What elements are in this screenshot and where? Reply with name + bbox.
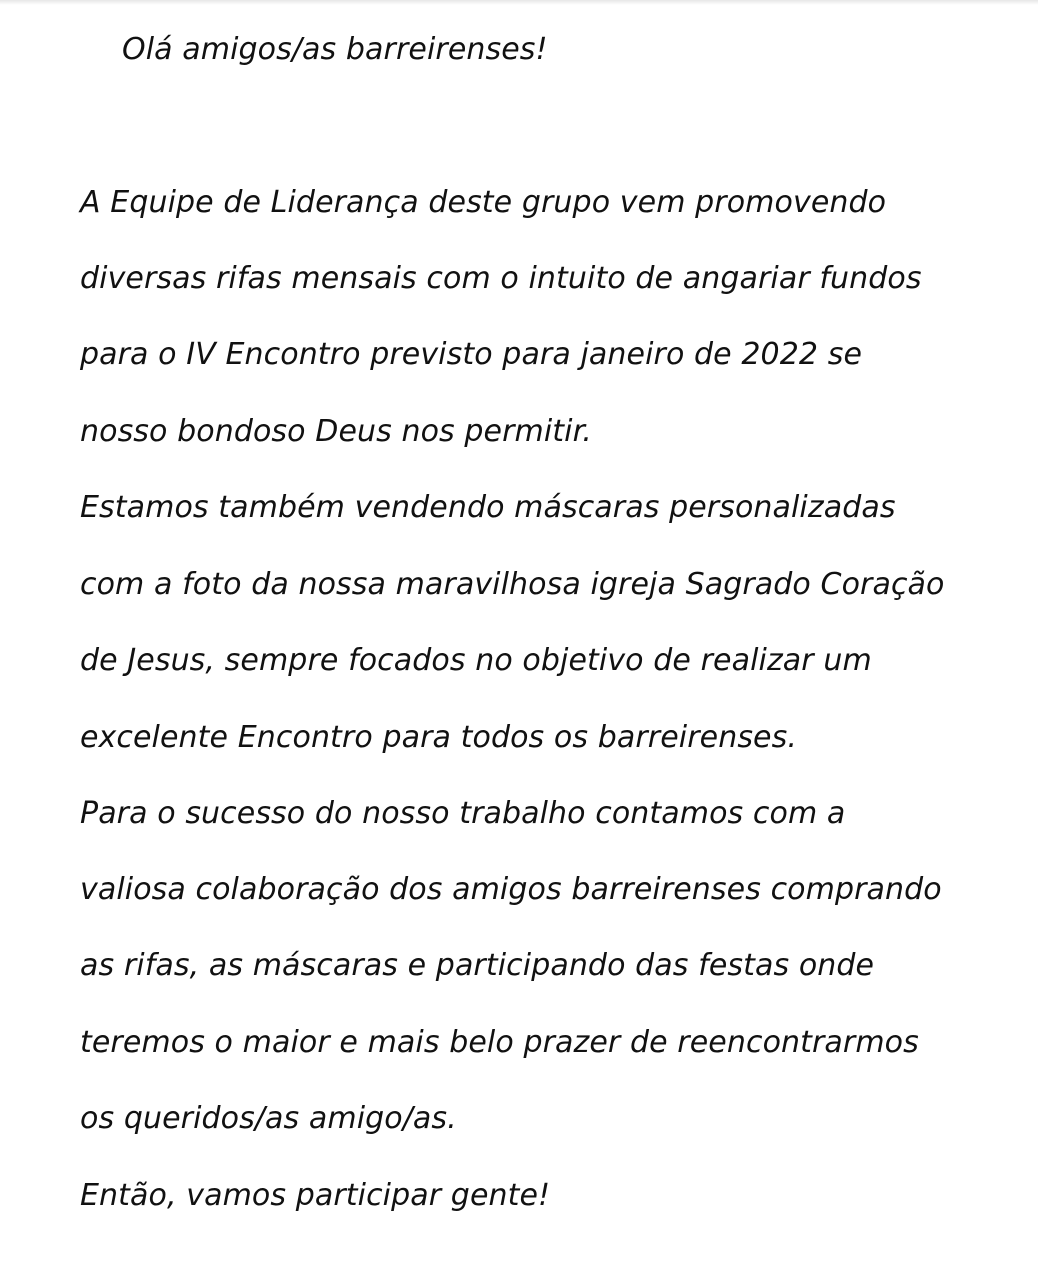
body-line-1: A Equipe de Liderança deste grupo vem promovendo <box>80 185 887 220</box>
greeting-line: Olá amigos/as barreirenses! <box>122 32 548 67</box>
body-line-11: as rifas, as máscaras e participando das festas onde <box>80 948 875 983</box>
body-line-3: para o IV Encontro previsto para janeiro de 2022 se <box>80 337 863 372</box>
body-line-8: excelente Encontro para todos os barreirenses. <box>80 720 797 755</box>
body-line-9: Para o sucesso do nosso trabalho contamos com a <box>80 796 846 831</box>
body-line-2: diversas rifas mensais com o intuito de angariar fundos <box>80 261 922 296</box>
body-line-4: nosso bondoso Deus nos permitir. <box>80 414 592 449</box>
body-line-6: com a foto da nossa maravilhosa igreja Sagrado Coração <box>80 567 945 602</box>
body-line-10: valiosa colaboração dos amigos barreirenses comprando <box>80 872 942 907</box>
body-line-5: Estamos também vendendo máscaras personalizadas <box>80 490 896 525</box>
body-line-7: de Jesus, sempre focados no objetivo de realizar um <box>80 643 872 678</box>
body-line-13: os queridos/as amigo/as. <box>80 1101 457 1136</box>
body-line-12: teremos o maior e mais belo prazer de reencontrarmos <box>80 1025 919 1060</box>
body-line-14: Então, vamos participar gente! <box>80 1178 551 1213</box>
